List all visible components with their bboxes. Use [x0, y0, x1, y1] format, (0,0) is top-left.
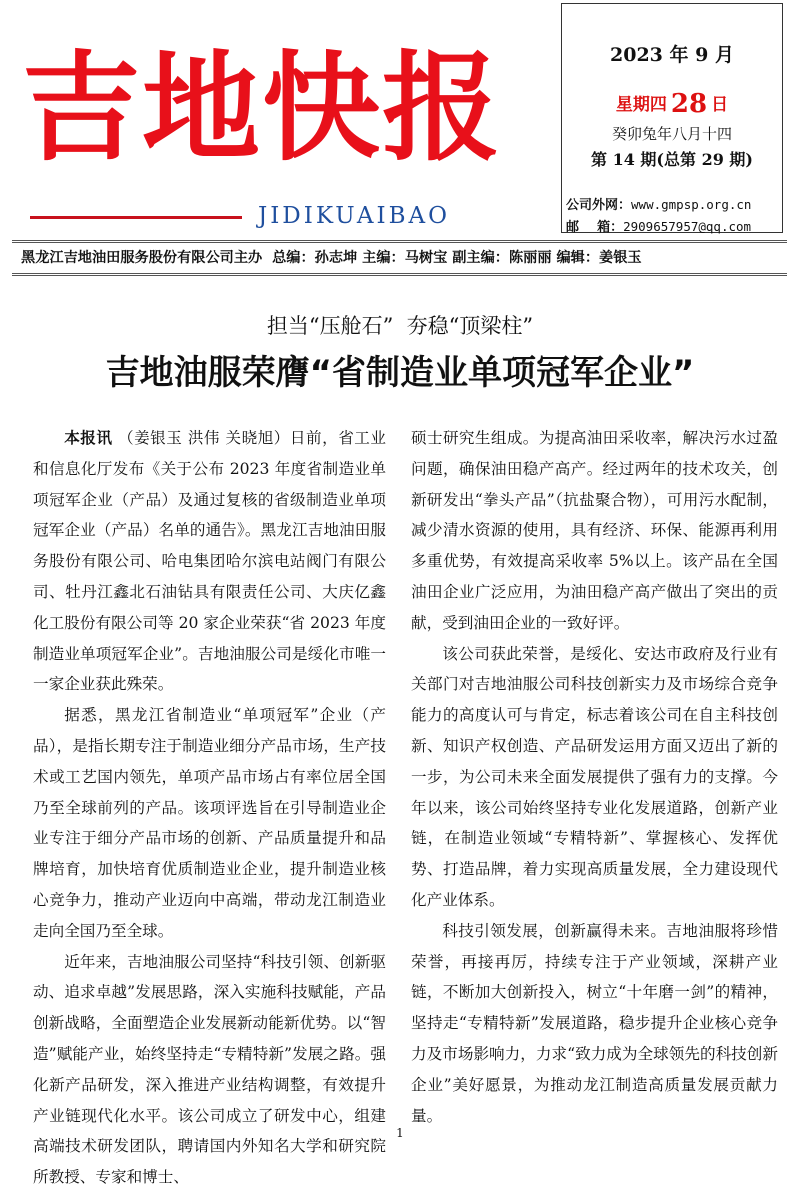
paragraph-text: （姜银玉 洪伟 关晓旭）日前，省工业和信息化厅发布《关于公布 2023 年度省制造业单项冠军企业（产品）及通过复核的省级制造业单项冠军企业（产品）名单的通告》。黑龙江吉地油田服务股份有限公司、哈电集团哈尔滨电站阀门有限公司、牡丹江鑫北石油钻具有限责任公司、大庆亿鑫化工股份有限公司等 20 家企业荣获“省 2023 年度制造业单项冠军企业”。吉地油服公司是绥化市唯一一家企业获此殊荣。 [33, 429, 386, 694]
sponsor-editor-bar: 黑龙江吉地油田服务股份有限公司主办 总编：孙志坤 主编：马树宝 副主编：陈丽丽 编辑：姜银玉 [12, 240, 787, 276]
issue-weekday: 星期四 [615, 95, 667, 115]
issue-date [562, 89, 782, 119]
issue-day: 28 [670, 89, 708, 119]
article-paragraph: 科技引领发展，创新赢得未来。吉地油服将珍惜荣誉，再接再厉，持续专注于产业领域，深耕产业链，不断加大创新投入，树立“十年磨一剑”的精神，坚持走“专精特新”发展道路，稳步提升企业核心竞争力及市场影响力，力求“致力成为全球领先的科技创新企业”美好愿景，为推动龙江制造高质量发展贡献力量。 [411, 921, 778, 1125]
issue-lunar-date: 癸卯兔年八月十四 [611, 125, 732, 143]
issue-year-month: 2023 年 9 月 [610, 44, 734, 66]
article-paragraph: 近年来，吉地油服公司坚持“科技引领、创新驱动、追求卓越”发展思路，深入实施科技赋能，产品创新战略，全面塑造企业发展新动能新优势。以“智造”赋能产业，始终坚持走“专精特新”发展之路。强化新产品研发，深入推进产业结构调整，有效提升产业链现代化水平。该公司成立了研发中心，组建高端技术研发团队，聘请国内外知名大学和研究院所教授、专家和博士、 [33, 952, 386, 1187]
masthead-rule [30, 216, 242, 219]
issue-info-box [561, 3, 783, 233]
company-website [566, 194, 751, 213]
company-email [566, 216, 751, 235]
website-value[interactable]: www.gmpsp.org.cn [631, 197, 752, 212]
article-paragraph [33, 423, 386, 700]
article-headline: 吉地油服荣膺“省制造业单项冠军企业” [105, 353, 695, 393]
masthead-pinyin: JIDIKUAIBAO [258, 203, 450, 229]
article-paragraph: 硕士研究生组成。为提高油田采收率，解决污水过盈问题，确保油田稳产高产。经过两年的技术攻关，创新研发出“拳头产品”（抗盐聚合物），可用污水配制，减少清水资源的使用，具有经济、环保、能源再利用多重优势，有效提高采收率 5%以上。该产品在全国油田企业广泛应用，为油田稳产高产做出了突出的贡献，受到油田企业的一致好评。 [411, 429, 778, 632]
article-column-left [33, 423, 386, 1193]
lead-label: 本报讯 [64, 428, 113, 447]
issue-number: 第 14 期(总第 29 期) [591, 150, 753, 169]
email-value[interactable]: 2909657957@qq.com [623, 219, 752, 234]
article-paragraph: 该公司获此荣誉，是绥化、安达市政府及行业有关部门对吉地油服公司科技创新实力及市场综合竞争能力的高度认可与肯定，标志着该公司在自主科技创新、知识产权创造、产品研发运用方面又迈出了新的一步，为公司未来全面发展提供了强有力的支撑。今年以来，该公司始终坚持专业化发展道路，创新产业链，在制造业领域“专精特新”、掌握核心、发挥优势、打造品牌，着力实现高质量发展，全力建设现代化产业体系。 [411, 644, 778, 909]
masthead-title: 吉地快报 [22, 39, 503, 177]
email-label: 邮 箱： [566, 220, 624, 235]
article-subtitle: 担当“压舱石” 夯稳“顶梁柱” [266, 314, 534, 338]
website-label: 公司外网： [566, 198, 632, 213]
article-column-right [411, 423, 778, 1131]
article-paragraph: 据悉，黑龙江省制造业“单项冠军”企业（产品），是指长期专注于制造业细分产品市场，生产技术或工艺国内领先，单项产品市场占有率位居全国乃至全球前列的产品。该项评选旨在引导制造业企业专注于细分产品市场的创新、产品质量提升和品牌培育，加快培育优质制造业企业，提升制造业核心竞争力，推动产业迈向中高端，带动龙江制造业走向全国乃至全球。 [33, 706, 386, 940]
page-number: 1 [396, 1126, 404, 1140]
issue-day-suffix: 日 [711, 95, 729, 115]
